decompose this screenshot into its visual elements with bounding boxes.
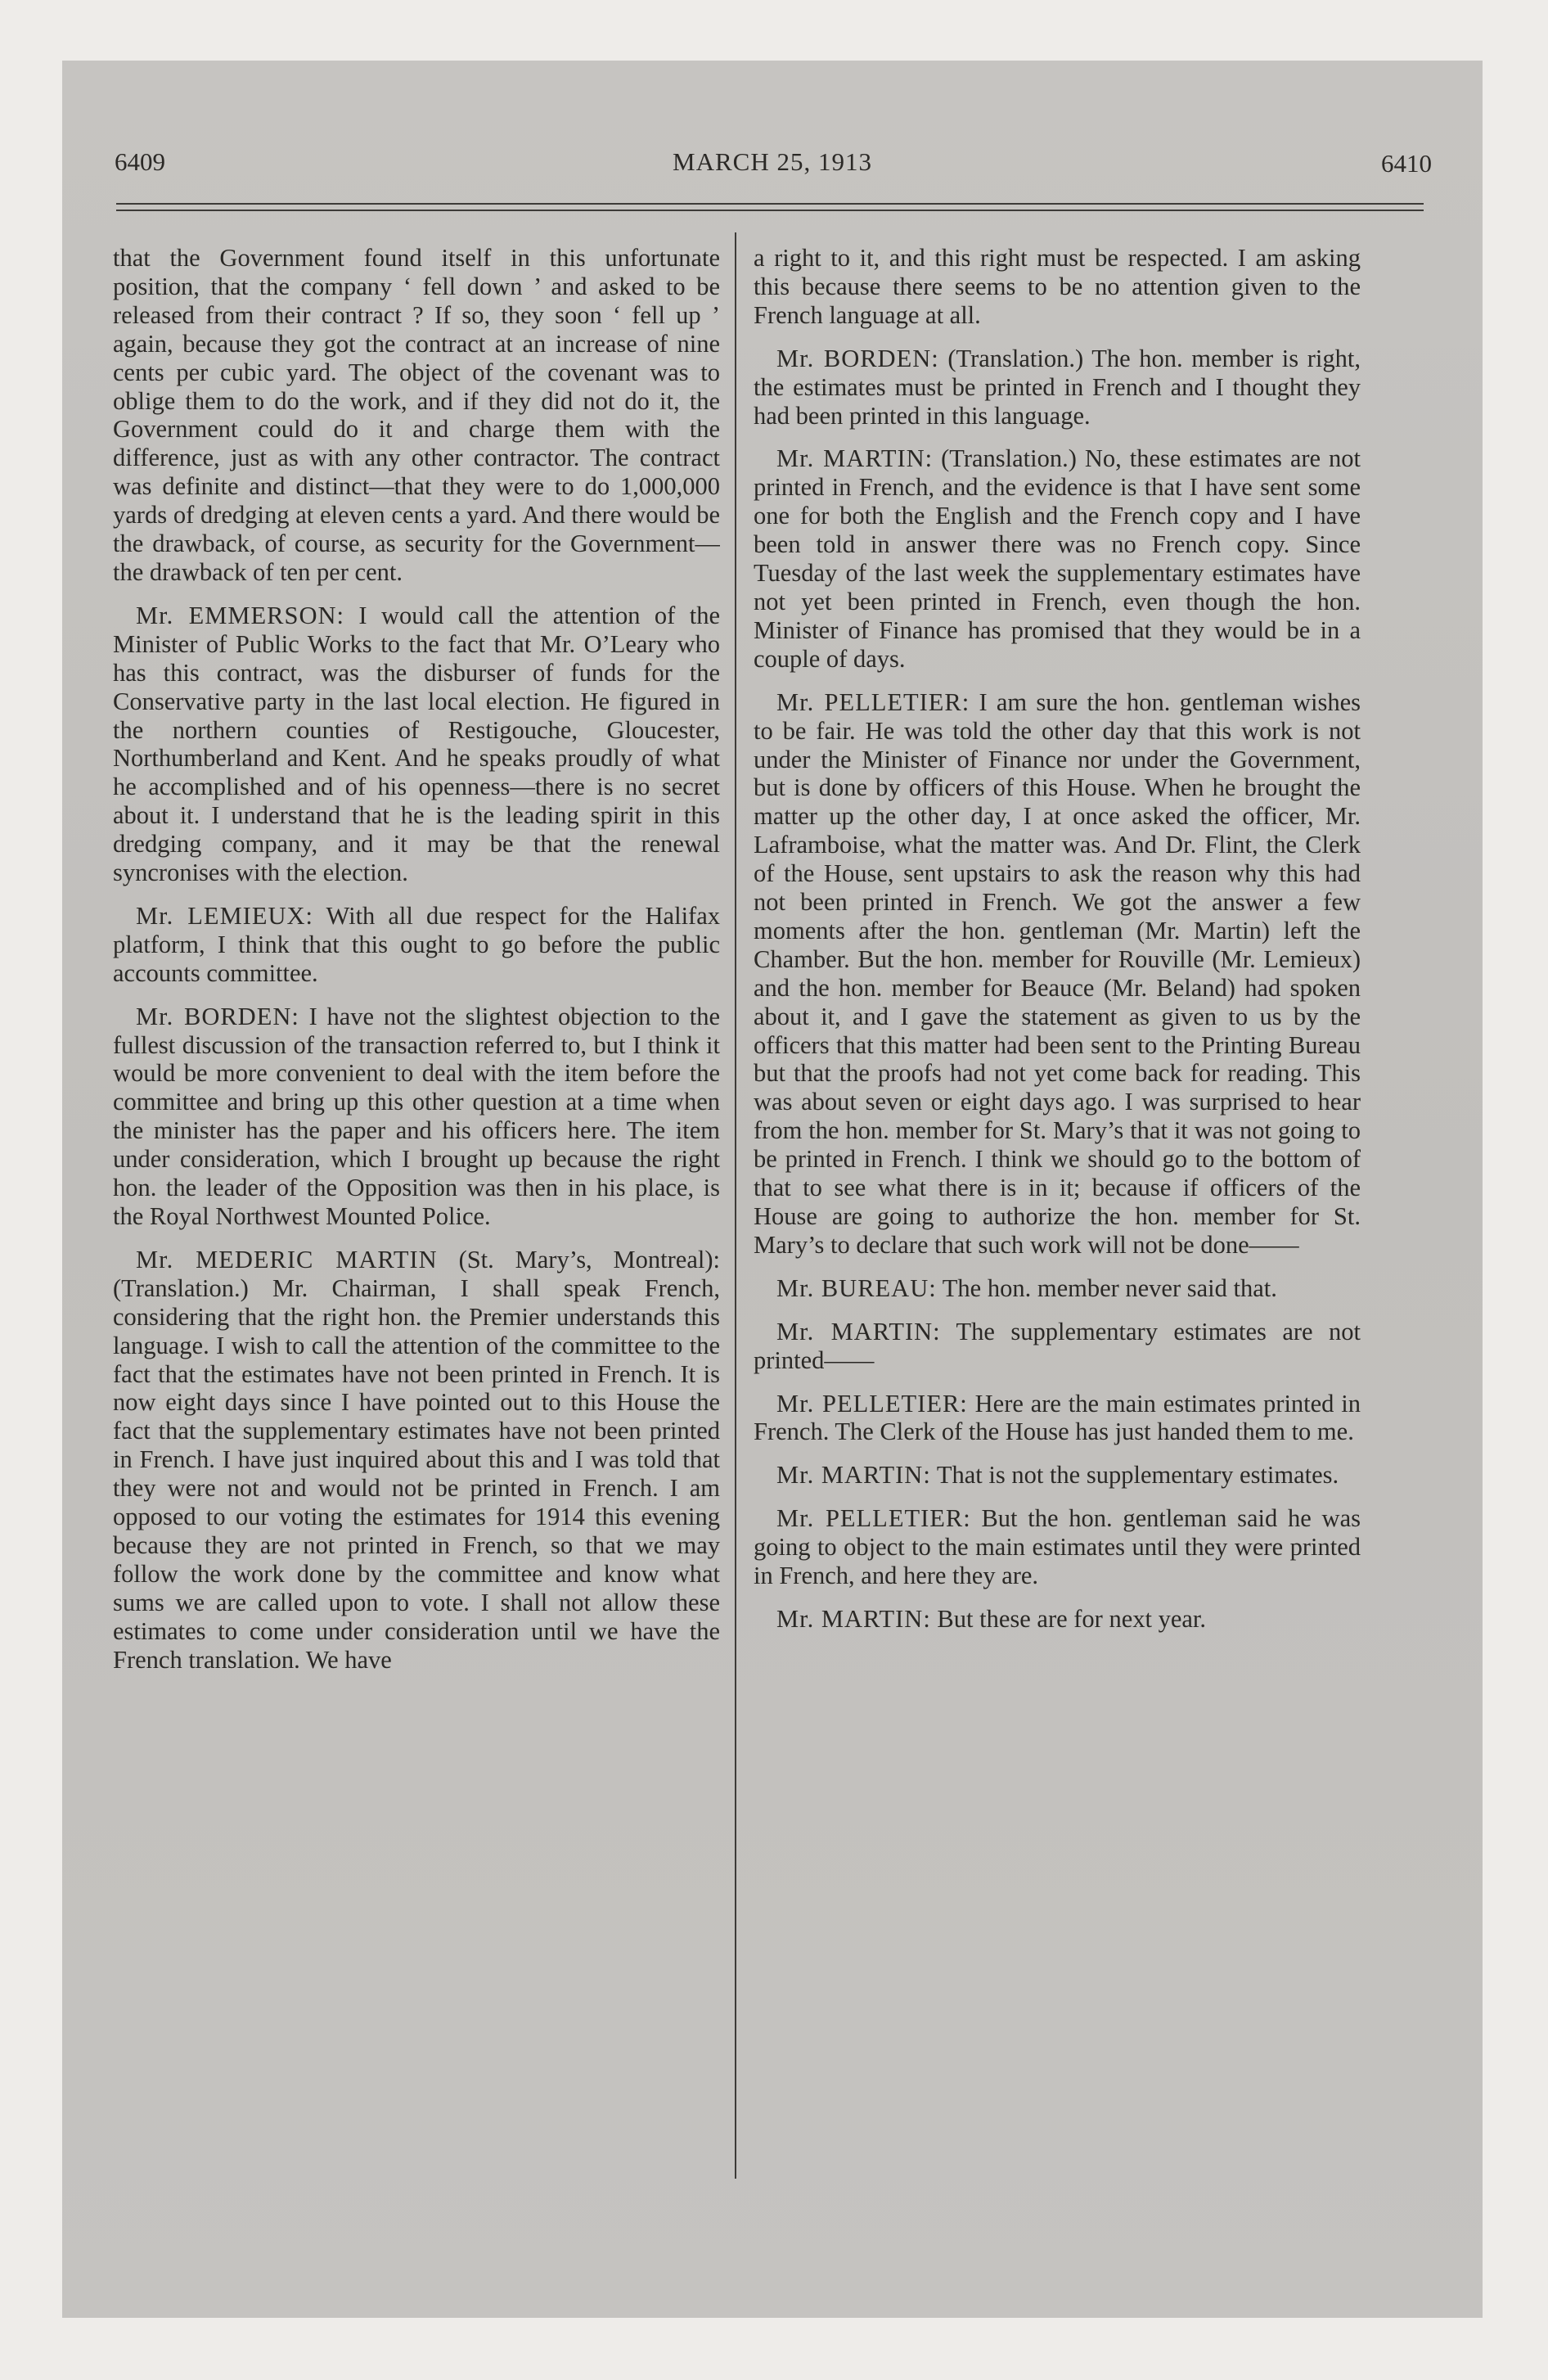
left-column: [113, 244, 720, 2216]
header-rule-top: [116, 203, 1424, 205]
paragraph: [113, 244, 720, 587]
speaker-name: Mr. PELLETIER:: [776, 1504, 971, 1533]
speaker-name: Mr. EMMERSON:: [136, 601, 344, 629]
paragraph: [113, 1003, 720, 1231]
paragraph: [754, 1390, 1361, 1447]
paragraph-text: The supplementary estimates are not printed——: [754, 1317, 1361, 1374]
right-column: [754, 244, 1361, 2216]
speaker-name: Mr. MARTIN:: [776, 1604, 931, 1633]
scanned-page: [62, 61, 1483, 2318]
paragraph: [754, 1274, 1361, 1303]
speaker-name: Mr. MARTIN:: [776, 1317, 941, 1346]
paragraph: [754, 1605, 1361, 1634]
paragraph-text: The hon. member never said that.: [942, 1273, 1277, 1302]
paragraph: [754, 688, 1361, 1260]
speaker-name: Mr. BORDEN:: [136, 1002, 299, 1030]
running-head: [62, 142, 1483, 183]
paragraph: [754, 1504, 1361, 1590]
speaker-name: Mr. MEDERIC MARTIN: [136, 1245, 438, 1273]
page-number-right: 6410: [1381, 149, 1432, 178]
header-date: MARCH 25, 1913: [673, 147, 872, 176]
paragraph-text: But the hon. gentleman said he was going to object to the main estimates until they were printed in French, and here they are.: [754, 1504, 1361, 1590]
paragraph-text: I would call the attention of the Minister of Public Works to the fact that Mr. O’Leary who has this contract, was the disburser of funds for the Conservative party in the last local election. He figured in the northern counties of Restigouche, Gloucester, Northumberland and Kent. And he speaks proudly of what he accomplished and of his openness—there is no secret about it. I understand that he is the leading spirit in this dredging company, and it may be that the renewal syncronises with the election.: [113, 601, 720, 887]
paragraph: [754, 345, 1361, 430]
paragraph: [113, 1246, 720, 1675]
paragraph: [754, 1318, 1361, 1375]
paragraph-text: a right to it, and this right must be respected. I am asking this because there seems to be no attention given to the French language at all.: [754, 244, 1361, 329]
header-rule-bottom: [116, 210, 1424, 211]
speaker-name: Mr. BORDEN:: [776, 344, 939, 372]
speaker-name: Mr. PELLETIER:: [776, 687, 970, 716]
paragraph: [113, 902, 720, 988]
paragraph-text: (St. Mary’s, Montreal): (Translation.) Mr. Chairman, I shall speak French, considering that the right hon. the Premier understands this language. I wish to call the attention of the committee to the fact that the estimates have not been printed in French. It is now eight days since I have pointed out to this House the fact that the supplementary estimates have not been printed in French. I have just inquired about this and I was told that they were not and would not be printed in French. I am opposed to our voting the estimates for 1914 this evening because they are not printed in French, so that we may follow the work done by the committee and know what sums we are called upon to vote. I shall not allow these estimates to come under consideration until we have the French translation. We have: [113, 1245, 720, 1674]
speaker-name: Mr. MARTIN:: [776, 1461, 931, 1490]
speaker-name: Mr. PELLETIER:: [776, 1389, 968, 1418]
column-divider: [735, 232, 736, 2179]
paragraph-text: But these are for next year.: [937, 1604, 1207, 1633]
speaker-name: Mr. MARTIN:: [776, 444, 934, 473]
paragraph: [754, 444, 1361, 673]
paragraph-text: I am sure the hon. gentleman wishes to be fair. He was told the other day that this work is not under the Minister of Finance nor under the Government, but is done by officers of this House. When he brought the matter up the other day, I at once asked the officer, Mr. Laframboise, what the matter was. And Dr. Flint, the Clerk of the House, sent upstairs to ask the reason why this had not been printed in French. We got the answer a few moments after the hon. gentleman (Mr. Martin) left the Chamber. But the hon. member for Rouville (Mr. Lemieux) and the hon. member for Beauce (Mr. Beland) had spoken about it, and I gave the statement as given to us by the officers that this matter had been sent to the Printing Bureau but that the proofs had not yet come back for reading. This was about seven or eight days ago. I was surprised to hear from the hon. member for St. Mary’s that it was not going to be printed in French. I think we should go to the bottom of that to see what there is in it; because if officers of the House are going to authorize the hon. member for St. Mary’s to declare that such work will not be done——: [754, 687, 1361, 1259]
paper-sheet: [62, 61, 1483, 2318]
paragraph-text: (Translation.) The hon. member is right, the estimates must be printed in French and I thought they had been printed in this language.: [754, 344, 1361, 430]
paragraph: [754, 1461, 1361, 1490]
paragraph-text: Here are the main estimates printed in French. The Clerk of the House has just handed them to me.: [754, 1389, 1361, 1446]
page-number-left: 6409: [115, 147, 165, 176]
paragraph-text: that the Government found itself in this unfortunate position, that the company ‘ fell down ’ and asked to be released from their contract ? If so, they soon ‘ fell up ’ again, because they got the contract at an increase of nine cents per cubic yard. The object of the covenant was to oblige them to do the work, and if they did not do it, the Government could do it and charge them with the difference, just as with any other contractor. The contract was definite and distinct—that they were to do 1,000,000 yards of dredging at eleven cents a yard. And there would be the drawback, of course, as security for the Government—the drawback of ten per cent.: [113, 244, 720, 586]
paragraph-text: I have not the slightest objection to the fullest discussion of the transaction referred to, but I think it would be more convenient to deal with the item before the committee and bring up this other question at a time when the minister has the paper and his officers here. The item under consideration, which I brought up because the right hon. the leader of the Opposition was then in his place, is the Royal Northwest Mounted Police.: [113, 1002, 720, 1230]
speaker-name: Mr. BUREAU:: [776, 1273, 937, 1302]
paragraph: [754, 244, 1361, 330]
paragraph: [113, 602, 720, 887]
paragraph-text: With all due respect for the Halifax platform, I think that this ought to go before the public accounts committee.: [113, 901, 720, 987]
paragraph-text: That is not the supplementary estimates.: [936, 1461, 1339, 1490]
speaker-name: Mr. LEMIEUX:: [136, 901, 313, 930]
paragraph-text: (Translation.) No, these estimates are not printed in French, and the evidence is that I have sent some one for both the English and the French copy and I have been told in answer there was no French copy. Since Tuesday of the last week the supplementary estimates have not yet been printed in French, even though the hon. Minister of Finance has promised that they would be in a couple of days.: [754, 444, 1361, 673]
